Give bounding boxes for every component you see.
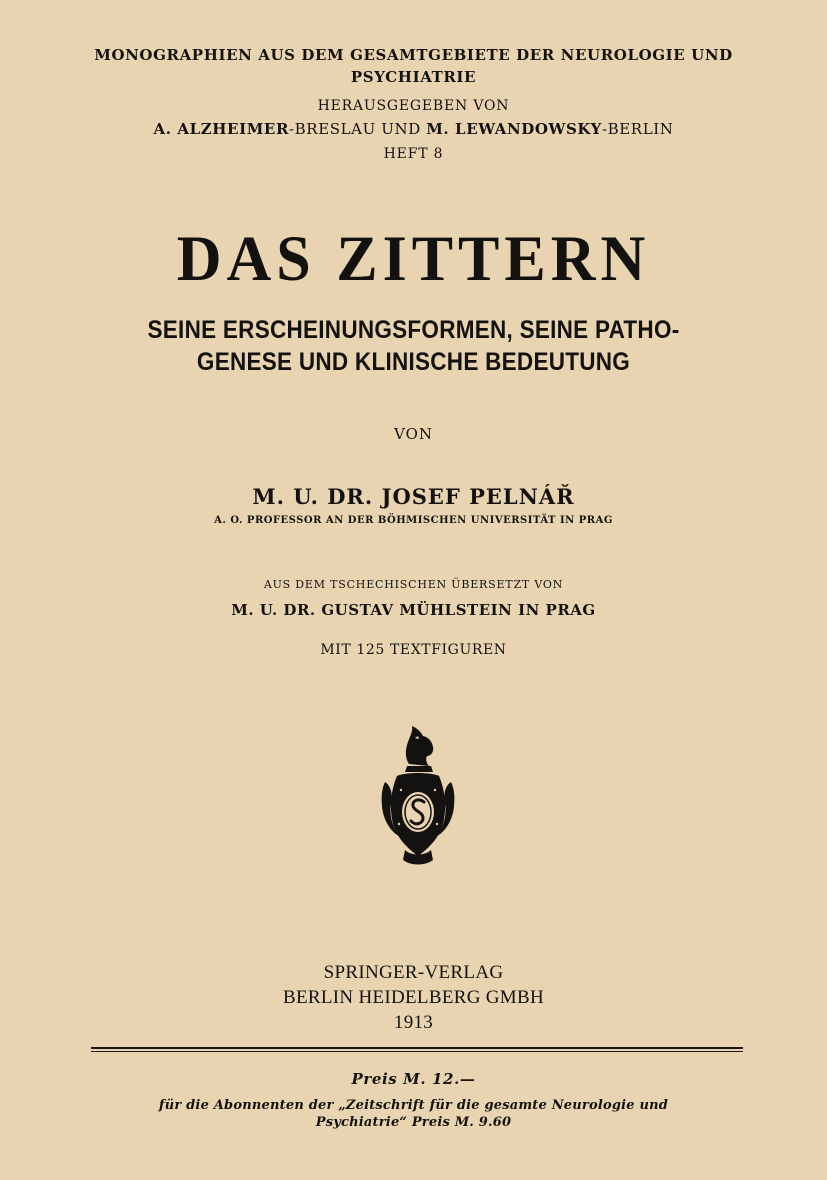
editor-name-2: M. LEWANDOWSKY [426, 120, 602, 138]
publisher-location: BERLIN HEIDELBERG GMBH [283, 987, 544, 1008]
subscriber-price-note [0, 1097, 827, 1131]
translation-heading: AUS DEM TSCHECHISCHEN ÜBERSETZT VON [263, 578, 564, 591]
subscriber-note-line-1: für die Abonnenten der „Zeitschrift für die gesamte Neurologie und [158, 1098, 669, 1113]
subtitle-line-2: GENESE UND KLINISCHE BEDEUTUNG [196, 348, 631, 376]
editors-heading: HERAUSGEGEBEN VON [317, 98, 510, 114]
volume-number: HEFT 8 [383, 146, 444, 162]
springer-chess-knight-emblem-icon [375, 720, 461, 870]
publication-year: 1913 [393, 1012, 434, 1033]
figures-note: MIT 125 TEXTFIGUREN [320, 642, 507, 658]
subtitle-line-1: SEINE ERSCHEINUNGSFORMEN, SEINE PATHO- [147, 316, 680, 344]
book-title: DAS ZITTERN [176, 223, 651, 295]
subscriber-note-line-2: Psychiatrie“ Preis M. 9.60 [315, 1115, 512, 1130]
publisher-block [0, 960, 827, 1035]
price-main: Preis M. 12.— [351, 1070, 476, 1088]
book-subtitle [41, 314, 785, 378]
editor-place-1: -BRESLAU UND [289, 120, 427, 138]
by-label: VON [394, 425, 433, 443]
author-affiliation: A. O. PROFESSOR AN DER BÖHMISCHEN UNIVERSITÄT IN PRAG [214, 515, 613, 526]
divider-rule-thin [91, 1051, 743, 1052]
series-title-line-2: PSYCHIATRIE [350, 68, 477, 86]
translator-name: M. U. DR. GUSTAV MÜHLSTEIN IN PRAG [231, 601, 596, 619]
editor-name-1: A. ALZHEIMER [153, 120, 290, 138]
publisher-name: SPRINGER-VERLAG [323, 962, 504, 983]
divider-rule-thick [91, 1047, 743, 1049]
series-title [0, 44, 827, 88]
editors-line [0, 120, 827, 138]
editor-place-2: -BERLIN [601, 120, 674, 138]
series-title-line-1: MONOGRAPHIEN AUS DEM GESAMTGEBIETE DER NEUROLOGIE UND [94, 46, 733, 64]
author-name: M. U. DR. JOSEF PELNÁŘ [252, 484, 575, 509]
